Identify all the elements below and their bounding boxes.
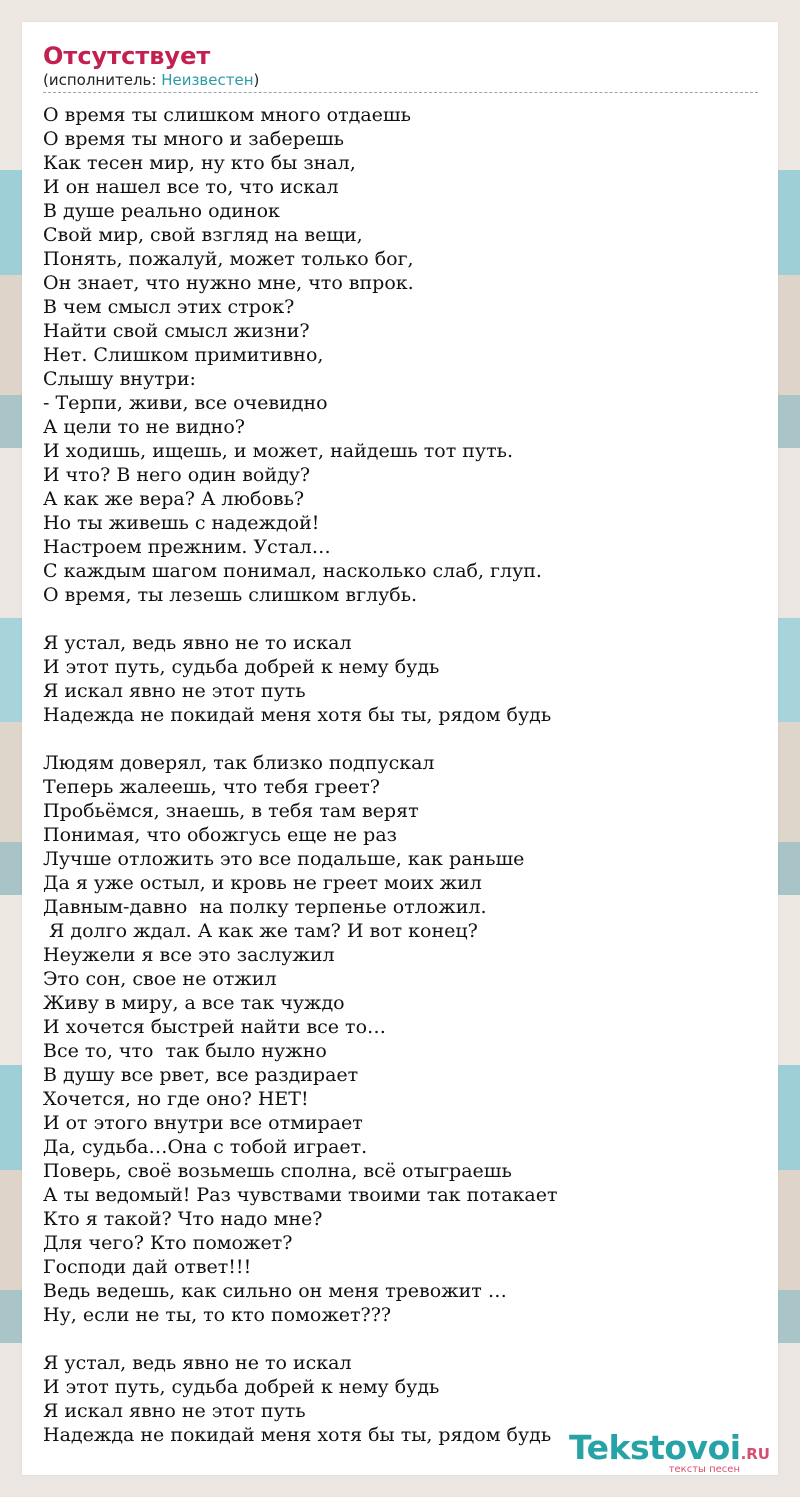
lyrics-card	[22, 22, 778, 1475]
lyric-line: И этот путь, судьба добрей к нему будь	[43, 656, 440, 678]
lyric-line: Неужели я все это заслужил	[43, 944, 335, 966]
lyric-line: И от этого внутри все отмирает	[43, 1112, 363, 1134]
lyric-line: Ведь ведешь, как сильно он меня тревожит …	[43, 1280, 507, 1302]
lyric-line: О время ты слишком много отдаешь	[43, 104, 411, 126]
lyric-line: Я искал явно не этот путь	[43, 1400, 306, 1422]
logo-tagline: тексты песен	[668, 1464, 740, 1475]
lyric-line: В душу все рвет, все раздирает	[43, 1064, 359, 1086]
lyric-line: Людям доверял, так близко подпускал	[43, 752, 435, 774]
artist-link[interactable]: Неизвестен	[161, 71, 254, 89]
lyric-line: А цели то не видно?	[43, 416, 245, 438]
lyric-line: Живу в миру, а все так чуждо	[43, 992, 345, 1014]
lyric-line: Я устал, ведь явно не то искал	[43, 1352, 352, 1374]
lyric-line: Я долго ждал. А как же там? И вот конец?	[43, 920, 478, 942]
lyric-line: Господи дай ответ!!!	[43, 1256, 252, 1278]
logo-brand: Tekstovoi	[569, 1428, 741, 1467]
lyric-line: О время, ты лезешь слишком вглубь.	[43, 584, 418, 606]
lyric-line: Понять, пожалуй, может только бог,	[43, 248, 414, 270]
lyric-line: Как тесен мир, ну кто бы знал,	[43, 152, 356, 174]
lyric-line: Нет. Слишком примитивно,	[43, 344, 324, 366]
lyric-line: Хочется, но где оно? НЕТ!	[43, 1088, 309, 1110]
lyric-line: Давным-давно на полку терпенье отложил.	[43, 896, 487, 918]
lyric-line: Настроем прежним. Устал…	[43, 536, 331, 558]
lyric-line: Понимая, что обожгусь еще не раз	[43, 824, 398, 846]
lyric-line: Найти свой смысл жизни?	[43, 320, 310, 342]
lyric-line: Свой мир, свой взгляд на вещи,	[43, 224, 363, 246]
artist-suffix: )	[253, 71, 260, 89]
lyric-line: И хочется быстрей найти все то…	[43, 1016, 387, 1038]
lyric-line: С каждым шагом понимал, насколько слаб, глуп.	[43, 560, 542, 582]
site-logo[interactable]	[569, 1428, 770, 1475]
lyric-line: Пробьёмся, знаешь, в тебя там верят	[43, 800, 419, 822]
lyric-line: В душе реально одинок	[43, 200, 280, 222]
lyric-line: Я устал, ведь явно не то искал	[43, 632, 352, 654]
lyric-line	[43, 607, 758, 631]
lyric-line: Слышу внутри:	[43, 368, 196, 390]
lyric-line: А ты ведомый! Раз чувствами твоими так потакает	[43, 1184, 558, 1206]
lyric-line: И этот путь, судьба добрей к нему будь	[43, 1376, 440, 1398]
logo-tld: .RU	[740, 1445, 770, 1463]
lyric-line: Надежда не покидай меня хотя бы ты, рядом будь	[43, 704, 552, 726]
lyric-line: А как же вера? А любовь?	[43, 488, 305, 510]
lyric-line: - Терпи, живи, все очевидно	[43, 392, 328, 414]
lyric-line: Да я уже остыл, и кровь не греет моих жил	[43, 872, 482, 894]
lyric-line: Надежда не покидай меня хотя бы ты, рядом будь	[43, 1424, 552, 1446]
artist-line	[43, 70, 758, 93]
lyrics-text	[43, 103, 758, 1447]
lyric-line: И он нашел все то, что искал	[43, 176, 339, 198]
lyric-line: Ну, если не ты, то кто поможет???	[43, 1304, 392, 1326]
lyric-line: В чем смысл этих строк?	[43, 296, 295, 318]
artist-prefix: (исполнитель:	[43, 71, 162, 89]
lyric-line: Да, судьба…Она с тобой играет.	[43, 1136, 368, 1158]
lyric-line: Лучше отложить это все подальше, как раньше	[43, 848, 525, 870]
lyric-line: Кто я такой? Что надо мне?	[43, 1208, 323, 1230]
lyric-line: Я искал явно не этот путь	[43, 680, 306, 702]
lyric-line: Все то, что так было нужно	[43, 1040, 327, 1062]
lyric-line: Для чего? Кто поможет?	[43, 1232, 293, 1254]
lyric-line: Это сон, свое не отжил	[43, 968, 277, 990]
lyric-line	[43, 1327, 758, 1351]
lyric-line: Он знает, что нужно мне, что впрок.	[43, 272, 414, 294]
song-title: Отсутствует	[43, 42, 211, 70]
lyric-line: О время ты много и заберешь	[43, 128, 345, 150]
lyric-line: И ходишь, ищешь, и может, найдешь тот путь.	[43, 440, 513, 462]
lyric-line: И что? В него один войду?	[43, 464, 311, 486]
lyric-line: Но ты живешь с надеждой!	[43, 512, 320, 534]
lyric-line: Поверь, своё возьмешь сполна, всё отыграешь	[43, 1160, 512, 1182]
lyric-line	[43, 727, 758, 751]
lyric-line: Теперь жалеешь, что тебя греет?	[43, 776, 380, 798]
